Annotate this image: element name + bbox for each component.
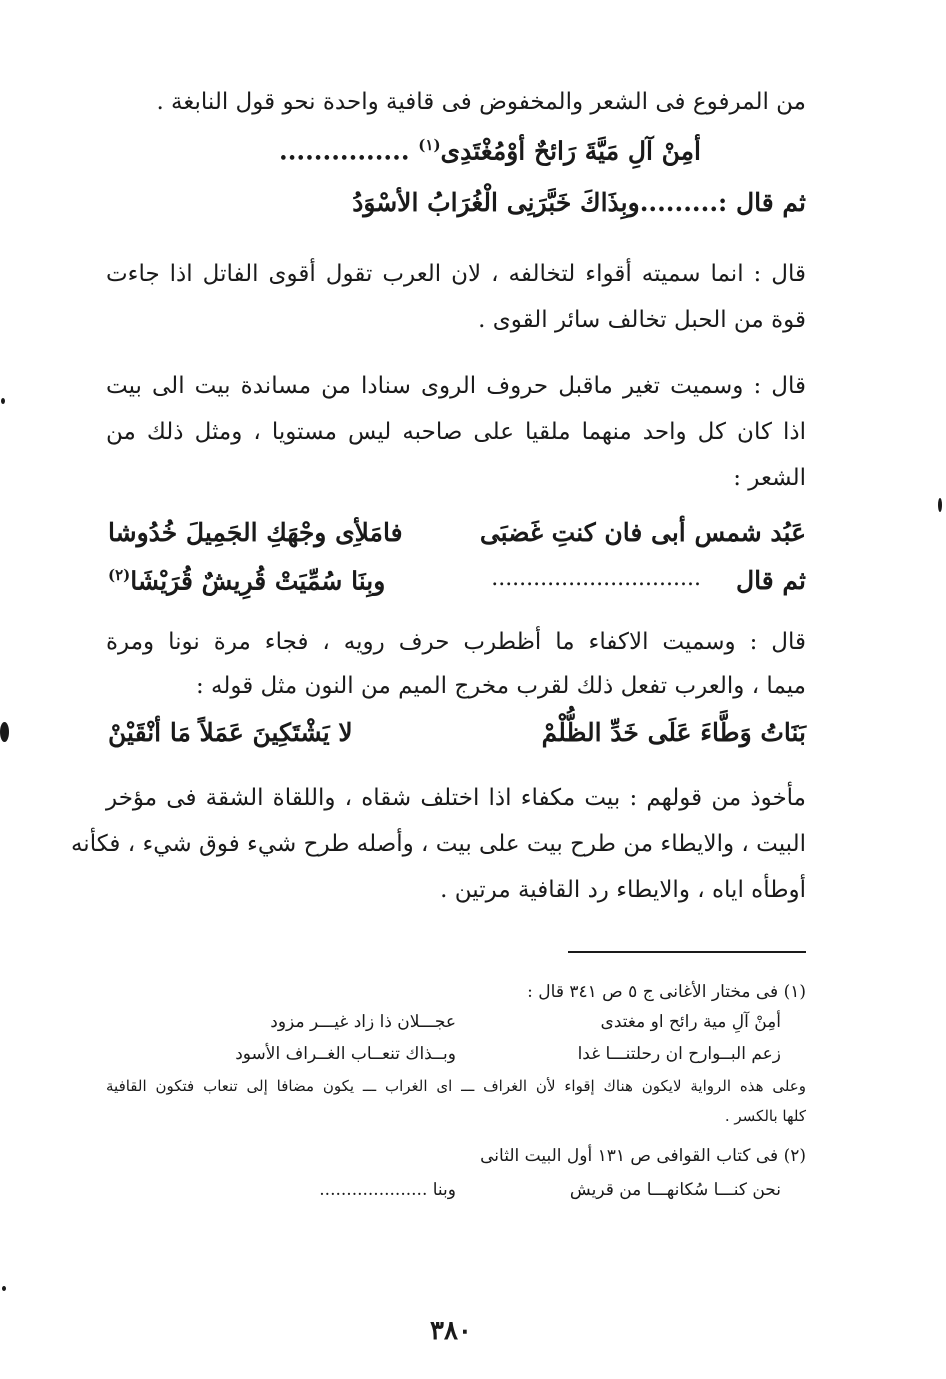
- text-line: مأخوذ من قولهم : بيت مكفاء اذا اختلف شقاه ، واللقاة الشقة فى مؤخر: [106, 785, 806, 811]
- text-line: الشعر :: [733, 465, 806, 491]
- footnote-verse: زعم البــوارح ان رحلتنـــا غدا: [577, 1044, 781, 1064]
- footnote-heading: (٢) فى كتاب القوافى ص ١٣١ أول البيت الثانى: [480, 1146, 806, 1166]
- footnote-marker: (٢): [108, 566, 131, 584]
- scan-edge-mark: [1, 398, 5, 404]
- footnote-verse: نحن كنـــا سُكانهـــا من قريش: [569, 1180, 781, 1200]
- text-line: اذا كان كل واحد منهما ملقيا على صاحبه ليس مستويا ، ومثل ذلك من: [106, 419, 806, 445]
- footnote-verse: عجـــلان ذا زاد غيـــر مزود: [270, 1012, 456, 1032]
- verse-line: [279, 136, 701, 165]
- verse-hemistich-left: لا يَشْتَكِينَ عَمَلاً مَا أنْقَيْنْ: [108, 718, 353, 747]
- scan-edge-mark: [938, 498, 942, 512]
- page-number: ٣٨٠: [430, 1316, 472, 1346]
- text-line: قال : وسميت تغير ماقبل حروف الروى سنادا من مساندة بيت الى بيت: [106, 373, 806, 399]
- verse-text: أمِنْ آلِ مَيَّةَ رَائحٌ أوْمُغْتَدِى: [440, 136, 701, 166]
- ellipsis-dots: .........: [639, 188, 719, 217]
- text-line: البيت ، والايطاء من طرح بيت على بيت ، وأصله طرح شيء فوق شيء ، فكأنه: [70, 831, 806, 857]
- footnote-heading: (١) فى مختار الأغانى ج ٥ ص ٣٤١ قال :: [527, 982, 806, 1002]
- footnote-verse: وبنا ....................: [319, 1180, 456, 1200]
- verse-hemistich-left: فامَلأِى وجْهَكِ الجَمِيلَ خُدُوشا: [108, 518, 403, 547]
- verse-hemistich-right: عَبُد شمس أبى فان كنتِ غَضبَى: [479, 518, 806, 547]
- ellipsis-dots: ..............................: [491, 566, 701, 591]
- verse-text: وبِنَا سُمِّيَتْ قُرِيشٌ قُرَيْشَا: [130, 566, 386, 596]
- ellipsis-dots: ...............: [278, 136, 410, 166]
- verse-hemistich-right: بَنَاتُ وَطَّاءَ عَلَى خَدِّ الظُّلْمْ: [541, 718, 806, 747]
- footnote-verse: وبــذاك تنعــاب الغــراف الأسود: [235, 1044, 456, 1064]
- text-line: قال : انما سميته أقواء لتخالفه ، لان العرب تقول أقوى الفاتل اذا جاءت: [106, 261, 806, 287]
- footnote-marker: (١): [418, 136, 441, 154]
- verse-text: وبِذَاكَ خَبَّرَنِى الْغُرَابُ الأسْوَدُ: [352, 188, 640, 217]
- footnote-text: كلها بالكسر .: [724, 1107, 806, 1125]
- text-line: قوة من الحبل تخالف سائر القوى .: [478, 307, 806, 333]
- verse-prefix: ثم قال: [735, 566, 806, 595]
- scan-edge-mark: [2, 1286, 6, 1291]
- text-line: ميما ، والعرب تفعل ذلك لقرب مخرج الميم من النون مثل قوله :: [195, 673, 806, 699]
- verse-prefix: ثم قال :: [718, 188, 806, 217]
- footnote-verse: أمِنْ آلِ مية رائح او مغتدى: [600, 1012, 781, 1032]
- text-line: قال : وسميت الاكفاء ما أظطرب حرف رويه ، فجاء مرة نونا ومرة: [106, 629, 806, 655]
- verse-line: [108, 566, 385, 595]
- scan-edge-mark: [0, 722, 9, 742]
- verse-line: [352, 188, 806, 217]
- footnote-text: وعلى هذه الرواية لايكون هناك إقواء لأن الغراف ـــ اى الغراب ـــ يكون مضافا إلى تنعاب فتكون القافية: [106, 1077, 806, 1095]
- text-line: أوطأه اياه ، والايطاء رد القافية مرتين .: [440, 877, 806, 903]
- footnote-separator: [568, 951, 806, 953]
- text-line: من المرفوع فى الشعر والمخفوض فى قافية واحدة نحو قول النابغة .: [156, 89, 806, 115]
